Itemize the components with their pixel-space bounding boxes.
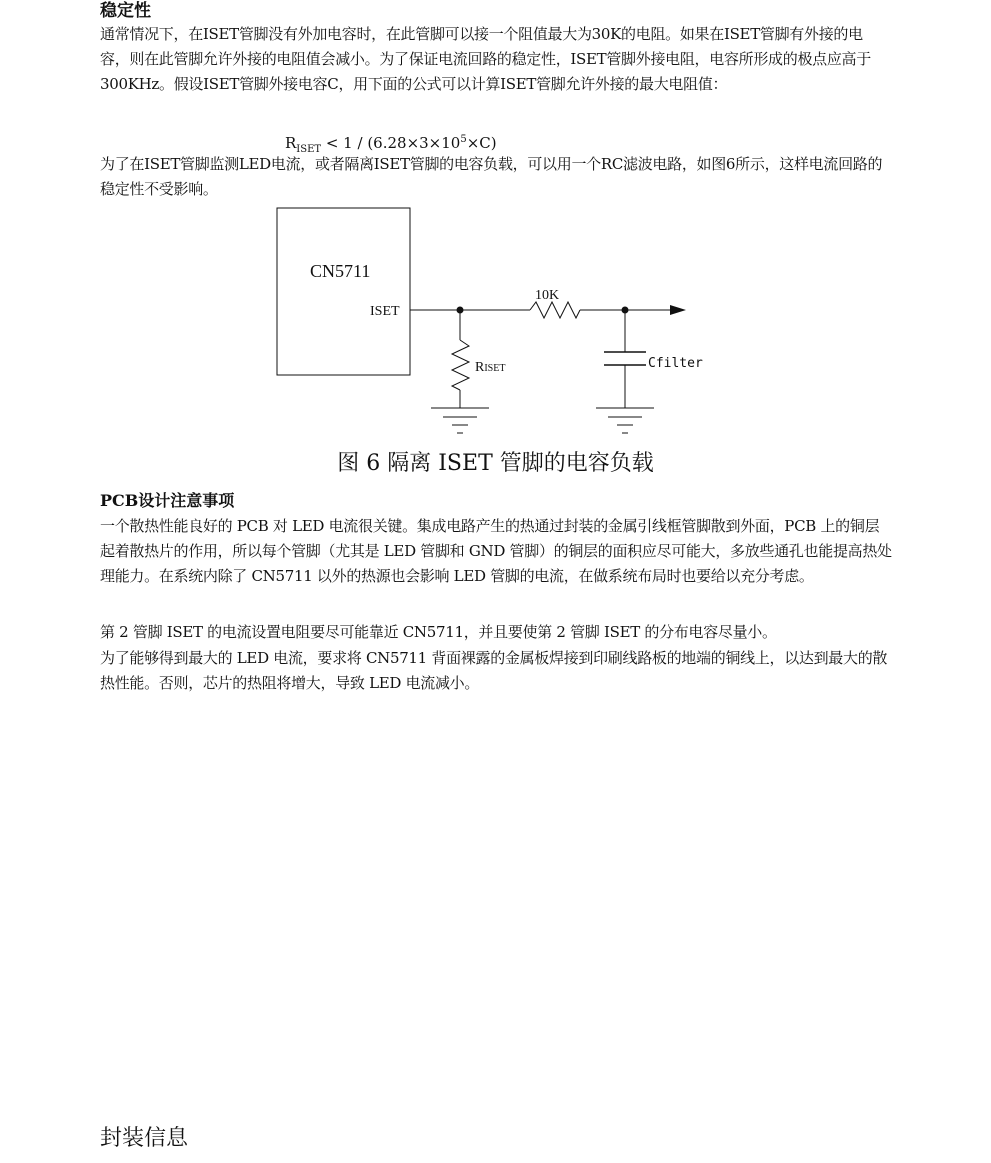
riset-label-sub: ISET: [484, 363, 506, 374]
rc-filter-circuit-diagram: [0, 0, 991, 445]
package-heading: 封装信息: [100, 1126, 189, 1151]
stability-paragraph-2: 为了在ISET管脚监测LED电流，或者隔离ISET管脚的电容负载，可以用一个RC滤波电路，如图6所示，这样电流回路的稳定性不受影响。: [100, 155, 883, 198]
pcb-paragraph-2: 第 2 管脚 ISET 的电流设置电阻要尽可能靠近 CN5711，并且要使第 2 管脚 ISET 的分布电容尽量小。: [100, 623, 777, 641]
pcb-heading-latin: PCB: [100, 491, 139, 510]
figure-caption: 图 6 隔离 ISET 管脚的电容负载: [337, 451, 654, 476]
riset-resistor: [452, 340, 469, 390]
formula-lhs-subscript: ISET: [296, 144, 322, 155]
formula-tail: ×C): [466, 134, 497, 152]
series-resistor-label: 10K: [535, 288, 560, 303]
pcb-paragraph-1: 一个散热性能良好的 PCB 对 LED 电流很关键。集成电路产生的热通过封装的金属引线框管脚散到外面，PCB 上的铜层起着散热片的作用，所以每个管脚（尤其是 LED 管脚和 GND 管脚）的铜层的面积应尽可能大，多放些通孔也能提高热处理能力。在系统内除了 CN5711 以外的热源也会影响 LED 管脚的电流，在做系统布局时也要给以充分考虑。: [100, 517, 892, 585]
chip-label: CN5711: [310, 261, 371, 281]
stability-heading: 稳定性: [100, 1, 151, 21]
riset-label-main: R: [475, 360, 485, 375]
stability-paragraph-1: 通常情况下，在ISET管脚没有外加电容时，在此管脚可以接一个阻值最大为30K的电阻。如果在ISET管脚有外接的电容，则在此管脚允许外接的电阻值会减小。为了保证电流回路的稳定性，ISET管脚外接电阻，电容所形成的极点应高于300KHz。假设ISET管脚外接电容C，用下面的公式可以计算ISET管脚允许外接的最大电阻值：: [100, 25, 871, 93]
series-resistor: [530, 302, 580, 318]
cfilter-label: Cfilter: [648, 356, 703, 371]
pcb-paragraph-3: 为了能够得到最大的 LED 电流，要求将 CN5711 背面裸露的金属板焊接到印刷线路板的地端的铜线上，以达到最大的散热性能。否则，芯片的热阻将增大，导致 LED 电流减小。: [100, 649, 888, 692]
output-arrow: [670, 305, 686, 315]
riset-label: [475, 360, 505, 375]
chip-block: [277, 208, 410, 375]
iset-pin-label: ISET: [370, 304, 400, 319]
formula-exponent: 5: [460, 134, 467, 145]
pcb-heading: [100, 490, 234, 512]
formula-middle: < 1 / (6.28×3×10: [321, 134, 461, 152]
pcb-heading-rest: 设计注意事项: [138, 491, 235, 510]
formula-lhs: R: [285, 134, 297, 152]
